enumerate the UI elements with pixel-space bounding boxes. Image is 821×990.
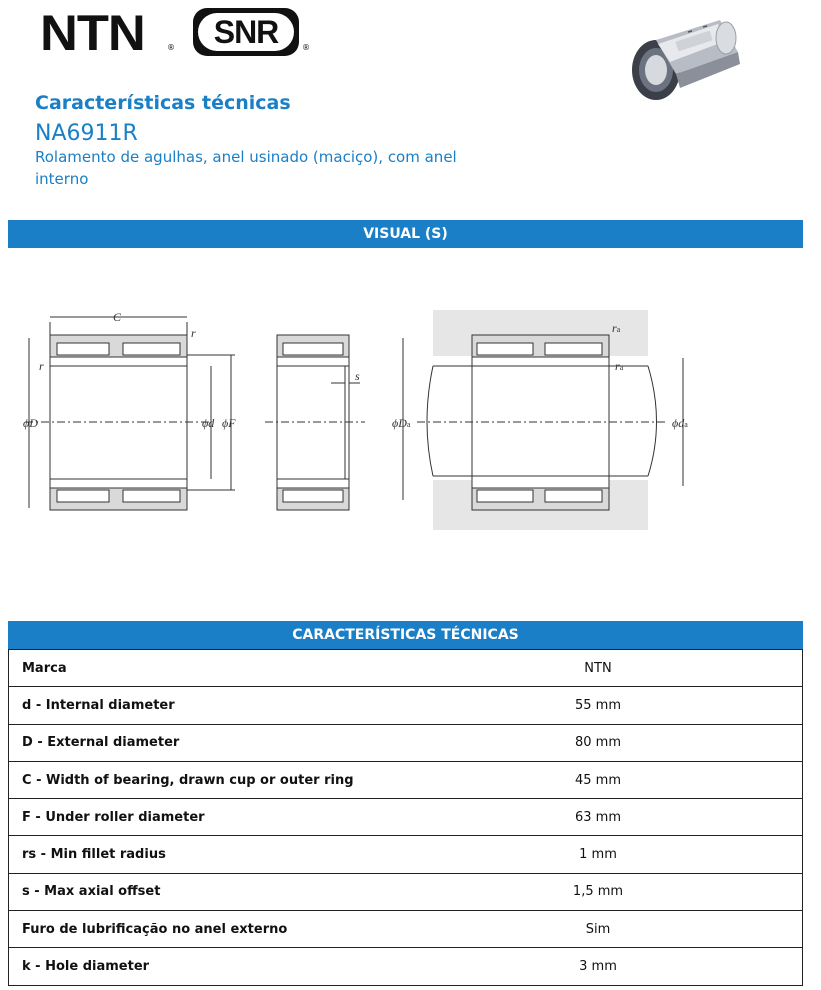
visual-section-header: VISUAL (S) (8, 220, 803, 248)
label-r-side: r (39, 359, 44, 373)
spec-label: Marca (9, 650, 395, 687)
label-r-top: r (191, 326, 196, 340)
page-title: Características técnicas (35, 92, 291, 114)
label-phi-D: ϕD (23, 416, 38, 430)
label-s: s (355, 369, 360, 383)
spec-value: 55 mm (394, 687, 803, 724)
spec-label: rs - Min fillet radius (9, 836, 395, 873)
spec-row (9, 761, 803, 798)
label-phi-da: ϕda (672, 416, 688, 430)
spec-value: 3 mm (394, 948, 803, 985)
label-phi-F: ϕF (222, 416, 236, 430)
snr-registered-mark: ® (302, 43, 310, 52)
spec-value: Sim (394, 911, 803, 948)
spec-value: NTN (394, 650, 803, 687)
spec-row (9, 836, 803, 873)
spec-label: D - External diameter (9, 724, 395, 761)
product-description: Rolamento de agulhas, anel usinado (maciço), com anel interno (35, 148, 457, 188)
spec-row (9, 687, 803, 724)
specs-table (8, 649, 803, 986)
spec-label: Furo de lubrificação no anel externo (9, 911, 395, 948)
label-phi-d: ϕd (202, 416, 215, 430)
spec-row (9, 948, 803, 985)
spec-label: C - Width of bearing, drawn cup or outer ring (9, 761, 395, 798)
bearing-offset-view (265, 335, 365, 510)
bearing-section-view (25, 317, 235, 510)
spec-label: F - Under roller diameter (9, 799, 395, 836)
bearing-mounting-view (403, 310, 683, 530)
spec-label: d - Internal diameter (9, 687, 395, 724)
bearing-product-image (628, 12, 748, 107)
label-ra-top: ra (612, 321, 621, 335)
snr-logo-text: SNR (213, 13, 279, 50)
spec-row (9, 873, 803, 910)
spec-row (9, 911, 803, 948)
spec-row (9, 650, 803, 687)
ntn-registered-mark: ® (167, 43, 175, 52)
spec-label: k - Hole diameter (9, 948, 395, 985)
bearing-technical-drawing (15, 300, 715, 540)
spec-row (9, 799, 803, 836)
spec-value: 1 mm (394, 836, 803, 873)
spec-value: 1,5 mm (394, 873, 803, 910)
spec-value: 80 mm (394, 724, 803, 761)
ntn-logo: NTN (40, 5, 145, 61)
product-model: NA6911R (35, 121, 138, 146)
label-c: C (113, 310, 122, 324)
label-phi-Da: ϕDa (392, 416, 411, 430)
spec-value: 63 mm (394, 799, 803, 836)
specs-section-header: CARACTERÍSTICAS TÉCNICAS (8, 621, 803, 649)
spec-label: s - Max axial offset (9, 873, 395, 910)
spec-value: 45 mm (394, 761, 803, 798)
label-ra-side: ra (615, 359, 624, 373)
snr-logo (193, 8, 299, 56)
spec-row (9, 724, 803, 761)
